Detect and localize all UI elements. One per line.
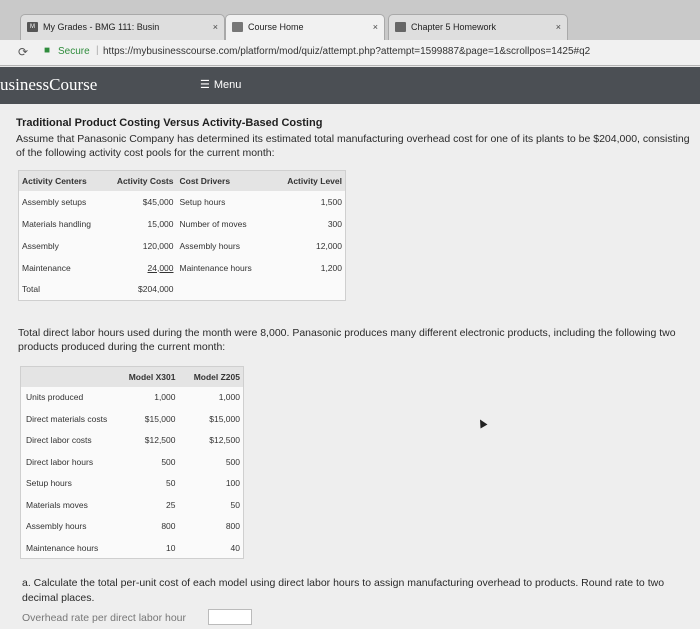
- table-cell: 24,000: [147, 262, 174, 273]
- table-cell: Direct labor costs: [26, 435, 92, 446]
- column-header: Model X301: [117, 367, 179, 387]
- table-header-row: [19, 171, 346, 191]
- tab-course-home[interactable]: [225, 14, 385, 40]
- table-cell: 800: [161, 521, 176, 532]
- table-row: [19, 235, 346, 257]
- table-row: [19, 191, 346, 213]
- tab-label: Course Home: [248, 22, 304, 32]
- table-cell: Assembly hours: [179, 240, 240, 251]
- tab-chapter-homework[interactable]: [388, 14, 568, 40]
- table-cell: $15,000: [209, 413, 240, 424]
- table-row: [21, 537, 244, 559]
- table-row: [21, 516, 244, 538]
- table-cell: Total: [22, 284, 40, 295]
- url-separator: |: [96, 45, 99, 56]
- table-row: [21, 408, 244, 430]
- table-cell: Materials moves: [26, 499, 88, 510]
- table-cell: 1,000: [154, 392, 176, 403]
- problem-title: Traditional Product Costing Versus Activity-Based Costing: [16, 117, 323, 129]
- table-cell: Setup hours: [26, 478, 72, 489]
- table-cell: Maintenance: [22, 262, 71, 273]
- table-cell: [177, 279, 269, 301]
- table-cell: Maintenance hours: [179, 262, 252, 273]
- table-cell: $15,000: [144, 413, 176, 424]
- close-icon[interactable]: ×: [555, 22, 561, 32]
- table-cell: Number of moves: [179, 218, 247, 229]
- page-favicon-icon: [395, 22, 406, 32]
- problem-paragraph: Total direct labor hours used during the month were 8,000. Panasonic produces many different electronic products, including the following two products produced during the current month:: [18, 327, 676, 353]
- browser-tab-bar: [0, 0, 700, 40]
- table-cell: 1,000: [218, 392, 240, 403]
- table-cell: 500: [225, 456, 240, 467]
- table-row: [21, 387, 244, 409]
- table-header-row: [21, 367, 244, 387]
- lock-icon: ■: [44, 45, 51, 56]
- table-cell: Assembly: [22, 240, 59, 251]
- table-cell: 500: [161, 456, 176, 467]
- table-cell: $12,500: [144, 435, 176, 446]
- column-header: Activity Centers: [19, 171, 107, 191]
- table-row: [21, 451, 244, 473]
- problem-intro: Assume that Panasonic Company has determined its estimated total manufacturing overhead cost for one of its plants to be $204,000, consisting of the following activity cost pools for the current month:: [16, 133, 690, 159]
- answer-label: Overhead rate per direct labor hour: [22, 612, 187, 624]
- table-row: [19, 257, 346, 279]
- table-cell: 100: [225, 478, 240, 489]
- activity-cost-pools-table: [18, 170, 346, 301]
- menu-label: Menu: [213, 79, 242, 91]
- tab-label: Chapter 5 Homework: [411, 22, 497, 32]
- table-cell: $12,500: [209, 435, 240, 446]
- mouse-cursor-icon: [477, 418, 488, 429]
- product-data-table: [20, 366, 244, 559]
- question-content: [0, 104, 700, 629]
- column-header: Activity Level: [269, 171, 346, 191]
- table-cell: [269, 279, 346, 301]
- table-row: [21, 430, 244, 452]
- table-cell: 10: [166, 542, 176, 553]
- site-header: [0, 67, 700, 104]
- tab-my-grades[interactable]: [20, 14, 225, 40]
- table-cell: 50: [166, 478, 176, 489]
- secure-label: Secure: [58, 46, 90, 57]
- course-favicon-icon: M: [27, 22, 38, 32]
- table-cell: Maintenance hours: [26, 542, 99, 553]
- table-cell: Materials handling: [22, 218, 91, 229]
- address-bar: [0, 40, 700, 66]
- table-cell: $45,000: [142, 196, 174, 207]
- column-header: Model Z205: [179, 367, 244, 387]
- page-favicon-icon: [232, 22, 243, 32]
- table-cell: 25: [166, 499, 176, 510]
- url-field[interactable]: https://mybusinesscourse.com/platform/mod/quiz/attempt.php?attempt=1599887&page=1&scrollpos=1425#q2: [103, 46, 591, 57]
- table-cell: Assembly hours: [26, 521, 87, 532]
- table-cell: 15,000: [147, 218, 174, 229]
- table-cell: 40: [230, 542, 240, 553]
- table-cell: 300: [327, 218, 342, 229]
- column-header: Cost Drivers: [177, 171, 269, 191]
- table-cell: Units produced: [26, 392, 84, 403]
- table-cell: Direct materials costs: [26, 413, 108, 424]
- column-header: Activity Costs: [107, 171, 177, 191]
- menu-button[interactable]: [200, 78, 241, 91]
- table-cell: Setup hours: [179, 196, 226, 207]
- table-row: [19, 213, 346, 235]
- overhead-rate-input[interactable]: [208, 609, 252, 625]
- question-prompt: a. Calculate the total per-unit cost of each model using direct labor hours to assign manufacturing overhead to products. Round rate to two decimal places.: [22, 577, 665, 604]
- table-cell: 1,500: [320, 196, 342, 207]
- table-row-total: [19, 279, 346, 301]
- column-header: [21, 367, 117, 387]
- table-row: [21, 473, 244, 495]
- table-cell: 50: [230, 499, 240, 510]
- reload-icon[interactable]: ⟳: [18, 45, 29, 59]
- table-cell: $204,000: [138, 284, 174, 295]
- table-cell: Direct labor hours: [26, 456, 94, 467]
- table-row: [21, 494, 244, 516]
- site-logo[interactable]: usinessCourse: [0, 75, 98, 94]
- table-cell: 120,000: [142, 240, 174, 251]
- table-cell: 12,000: [316, 240, 342, 251]
- table-cell: 1,200: [320, 262, 342, 273]
- tab-label: My Grades - BMG 111: Busin: [43, 22, 160, 32]
- table-cell: 800: [225, 521, 240, 532]
- close-icon[interactable]: ×: [372, 22, 378, 32]
- hamburger-icon: ☰: [200, 79, 210, 91]
- table-cell: Assembly setups: [22, 196, 87, 207]
- close-icon[interactable]: ×: [212, 22, 218, 32]
